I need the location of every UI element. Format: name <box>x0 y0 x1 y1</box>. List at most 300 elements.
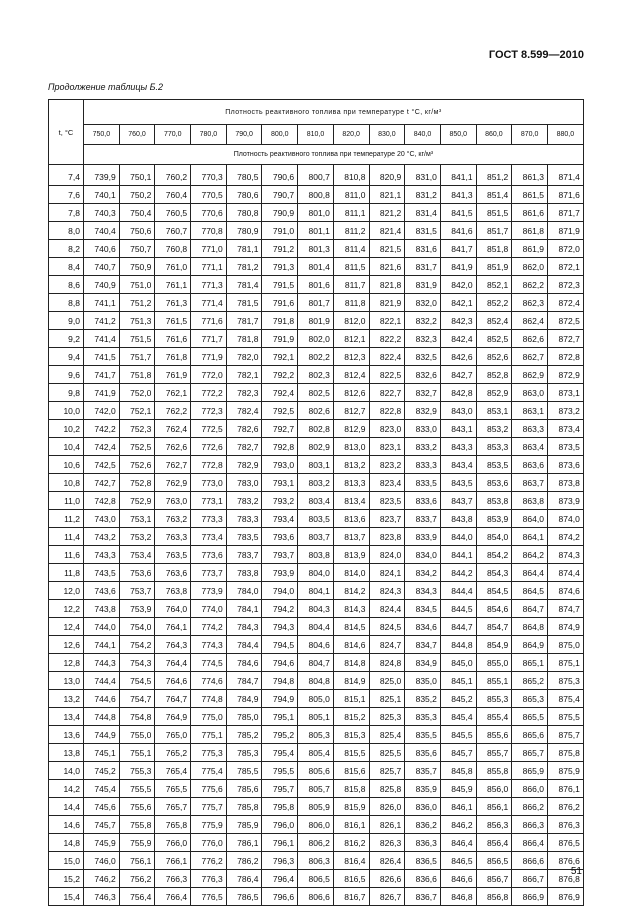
density-cell: 852,6 <box>476 348 512 366</box>
density-cell: 834,9 <box>405 654 441 672</box>
density-cell: 773,9 <box>191 582 227 600</box>
density-cell: 793,9 <box>262 564 298 582</box>
density-cell: 792,2 <box>262 366 298 384</box>
density-cell: 755,3 <box>119 762 155 780</box>
density-cell: 795,4 <box>262 744 298 762</box>
density-cell: 861,3 <box>512 165 548 186</box>
column-header: 760,0 <box>119 125 155 145</box>
density-cell: 862,7 <box>512 348 548 366</box>
density-cell: 836,6 <box>405 870 441 888</box>
density-cell: 784,3 <box>226 618 262 636</box>
temperature-cell: 8,2 <box>49 240 84 258</box>
density-cell: 825,0 <box>369 672 405 690</box>
density-cell: 806,6 <box>298 888 334 906</box>
density-cell: 751,0 <box>119 276 155 294</box>
density-cell: 813,2 <box>333 456 369 474</box>
density-cell: 836,7 <box>405 888 441 906</box>
density-cell: 805,9 <box>298 798 334 816</box>
density-cell: 831,4 <box>405 204 441 222</box>
density-cell: 831,5 <box>405 222 441 240</box>
density-cell: 783,2 <box>226 492 262 510</box>
temperature-cell: 14,2 <box>49 780 84 798</box>
density-cell: 822,5 <box>369 366 405 384</box>
density-cell: 826,0 <box>369 798 405 816</box>
density-cell: 835,6 <box>405 744 441 762</box>
density-cell: 771,9 <box>191 348 227 366</box>
table-row <box>49 582 584 600</box>
density-cell: 764,0 <box>155 600 191 618</box>
density-cell: 812,3 <box>333 348 369 366</box>
density-cell: 831,6 <box>405 240 441 258</box>
density-cell: 753,2 <box>119 528 155 546</box>
density-cell: 754,5 <box>119 672 155 690</box>
density-cell: 781,8 <box>226 330 262 348</box>
density-cell: 823,8 <box>369 528 405 546</box>
density-cell: 824,8 <box>369 654 405 672</box>
density-cell: 841,9 <box>440 258 476 276</box>
density-cell: 874,7 <box>547 600 583 618</box>
density-cell: 762,6 <box>155 438 191 456</box>
density-cell: 754,3 <box>119 654 155 672</box>
density-cell: 835,2 <box>405 690 441 708</box>
density-cell: 824,4 <box>369 600 405 618</box>
density-cell: 814,0 <box>333 564 369 582</box>
density-cell: 832,6 <box>405 366 441 384</box>
density-cell: 863,8 <box>512 492 548 510</box>
table-row <box>49 672 584 690</box>
density-cell: 770,6 <box>191 204 227 222</box>
density-cell: 791,2 <box>262 240 298 258</box>
density-cell: 772,2 <box>191 384 227 402</box>
density-cell: 842,7 <box>440 366 476 384</box>
density-cell: 856,1 <box>476 798 512 816</box>
density-cell: 750,1 <box>119 165 155 186</box>
temperature-cell: 7,4 <box>49 165 84 186</box>
density-cell: 776,2 <box>191 852 227 870</box>
density-cell: 836,2 <box>405 816 441 834</box>
density-cell: 813,7 <box>333 528 369 546</box>
density-cell: 864,2 <box>512 546 548 564</box>
density-cell: 771,6 <box>191 312 227 330</box>
density-cell: 801,4 <box>298 258 334 276</box>
density-cell: 825,5 <box>369 744 405 762</box>
density-cell: 824,0 <box>369 546 405 564</box>
density-cell: 823,5 <box>369 492 405 510</box>
table-row <box>49 744 584 762</box>
density-cell: 780,9 <box>226 222 262 240</box>
density-cell: 833,3 <box>405 456 441 474</box>
density-cell: 742,0 <box>84 402 120 420</box>
column-header: 810,0 <box>298 125 334 145</box>
density-cell: 821,8 <box>369 276 405 294</box>
density-cell: 742,5 <box>84 456 120 474</box>
table-row <box>49 528 584 546</box>
temperature-cell: 10,6 <box>49 456 84 474</box>
density-cell: 832,5 <box>405 348 441 366</box>
density-cell: 791,9 <box>262 330 298 348</box>
density-cell: 843,7 <box>440 492 476 510</box>
density-cell: 872,9 <box>547 366 583 384</box>
density-cell: 822,4 <box>369 348 405 366</box>
density-cell: 876,2 <box>547 798 583 816</box>
density-cell: 866,7 <box>512 870 548 888</box>
temperature-cell: 8,4 <box>49 258 84 276</box>
table-row <box>49 294 584 312</box>
density-cell: 823,2 <box>369 456 405 474</box>
density-cell: 875,0 <box>547 636 583 654</box>
density-cell: 804,8 <box>298 672 334 690</box>
density-cell: 833,5 <box>405 474 441 492</box>
density-cell: 842,4 <box>440 330 476 348</box>
column-header: 850,0 <box>440 125 476 145</box>
density-cell: 753,7 <box>119 582 155 600</box>
density-cell: 781,2 <box>226 258 262 276</box>
density-cell: 751,3 <box>119 312 155 330</box>
density-cell: 804,6 <box>298 636 334 654</box>
top-header: Плотность реактивного топлива при температуре t °C, кг/м³ <box>84 100 584 125</box>
density-cell: 793,4 <box>262 510 298 528</box>
temperature-cell: 10,2 <box>49 420 84 438</box>
density-cell: 774,3 <box>191 636 227 654</box>
density-cell: 803,7 <box>298 528 334 546</box>
density-cell: 744,0 <box>84 618 120 636</box>
density-cell: 876,6 <box>547 852 583 870</box>
density-cell: 793,0 <box>262 456 298 474</box>
density-cell: 771,3 <box>191 276 227 294</box>
density-cell: 865,9 <box>512 762 548 780</box>
density-cell: 815,5 <box>333 744 369 762</box>
density-cell: 752,6 <box>119 456 155 474</box>
density-cell: 774,6 <box>191 672 227 690</box>
temperature-cell: 15,2 <box>49 870 84 888</box>
density-cell: 762,7 <box>155 456 191 474</box>
density-cell: 805,6 <box>298 762 334 780</box>
density-cell: 826,6 <box>369 870 405 888</box>
density-cell: 771,4 <box>191 294 227 312</box>
density-cell: 814,3 <box>333 600 369 618</box>
density-cell: 743,3 <box>84 546 120 564</box>
density-cell: 871,6 <box>547 186 583 204</box>
density-cell: 775,4 <box>191 762 227 780</box>
density-cell: 845,7 <box>440 744 476 762</box>
density-cell: 743,5 <box>84 564 120 582</box>
density-cell: 784,6 <box>226 654 262 672</box>
density-cell: 801,3 <box>298 240 334 258</box>
density-cell: 762,9 <box>155 474 191 492</box>
density-cell: 743,6 <box>84 582 120 600</box>
density-cell: 761,5 <box>155 312 191 330</box>
density-cell: 775,6 <box>191 780 227 798</box>
density-cell: 796,3 <box>262 852 298 870</box>
density-cell: 786,1 <box>226 834 262 852</box>
density-cell: 802,9 <box>298 438 334 456</box>
density-cell: 786,5 <box>226 888 262 906</box>
density-cell: 791,0 <box>262 222 298 240</box>
temperature-cell: 9,4 <box>49 348 84 366</box>
density-cell: 832,7 <box>405 384 441 402</box>
density-cell: 750,4 <box>119 204 155 222</box>
density-cell: 742,2 <box>84 420 120 438</box>
density-cell: 770,5 <box>191 186 227 204</box>
density-cell: 781,4 <box>226 276 262 294</box>
density-cell: 785,0 <box>226 708 262 726</box>
density-cell: 842,3 <box>440 312 476 330</box>
table-row <box>49 870 584 888</box>
temperature-cell: 9,2 <box>49 330 84 348</box>
density-cell: 794,8 <box>262 672 298 690</box>
density-cell: 852,2 <box>476 294 512 312</box>
density-cell: 764,6 <box>155 672 191 690</box>
density-cell: 774,0 <box>191 600 227 618</box>
density-cell: 842,0 <box>440 276 476 294</box>
density-cell: 766,3 <box>155 870 191 888</box>
density-cell: 760,5 <box>155 204 191 222</box>
table-row <box>49 492 584 510</box>
density-cell: 863,3 <box>512 420 548 438</box>
density-cell: 820,9 <box>369 165 405 186</box>
column-header: 870,0 <box>512 125 548 145</box>
table-body <box>49 165 584 906</box>
density-cell: 815,9 <box>333 798 369 816</box>
density-cell: 794,9 <box>262 690 298 708</box>
density-cell: 873,6 <box>547 456 583 474</box>
density-cell: 804,0 <box>298 564 334 582</box>
density-cell: 863,0 <box>512 384 548 402</box>
density-cell: 834,3 <box>405 582 441 600</box>
density-cell: 805,3 <box>298 726 334 744</box>
temperature-cell: 10,8 <box>49 474 84 492</box>
table-row <box>49 834 584 852</box>
density-cell: 856,0 <box>476 780 512 798</box>
density-cell: 745,2 <box>84 762 120 780</box>
table-row <box>49 165 584 186</box>
density-cell: 771,7 <box>191 330 227 348</box>
density-cell: 856,7 <box>476 870 512 888</box>
density-cell: 791,5 <box>262 276 298 294</box>
temperature-cell: 14,8 <box>49 834 84 852</box>
density-cell: 821,1 <box>369 186 405 204</box>
page-number: 51 <box>570 866 582 877</box>
density-cell: 805,7 <box>298 780 334 798</box>
density-cell: 786,4 <box>226 870 262 888</box>
density-cell: 853,6 <box>476 474 512 492</box>
density-cell: 836,3 <box>405 834 441 852</box>
density-cell: 832,2 <box>405 312 441 330</box>
density-cell: 821,5 <box>369 240 405 258</box>
density-cell: 772,3 <box>191 402 227 420</box>
density-cell: 753,4 <box>119 546 155 564</box>
density-cell: 745,7 <box>84 816 120 834</box>
density-cell: 826,3 <box>369 834 405 852</box>
density-cell: 751,7 <box>119 348 155 366</box>
density-cell: 805,4 <box>298 744 334 762</box>
density-cell: 876,8 <box>547 870 583 888</box>
temperature-cell: 12,2 <box>49 600 84 618</box>
column-header: 820,0 <box>333 125 369 145</box>
density-cell: 871,4 <box>547 165 583 186</box>
density-cell: 792,8 <box>262 438 298 456</box>
temperature-cell: 13,6 <box>49 726 84 744</box>
density-cell: 791,3 <box>262 258 298 276</box>
density-cell: 846,4 <box>440 834 476 852</box>
density-cell: 800,8 <box>298 186 334 204</box>
density-cell: 862,9 <box>512 366 548 384</box>
temperature-cell: 11,0 <box>49 492 84 510</box>
density-cell: 802,6 <box>298 402 334 420</box>
density-cell: 844,7 <box>440 618 476 636</box>
temperature-cell: 9,8 <box>49 384 84 402</box>
density-cell: 852,5 <box>476 330 512 348</box>
density-cell: 761,3 <box>155 294 191 312</box>
density-cell: 773,0 <box>191 474 227 492</box>
table-row <box>49 762 584 780</box>
density-cell: 822,2 <box>369 330 405 348</box>
table-row <box>49 474 584 492</box>
density-cell: 873,9 <box>547 492 583 510</box>
density-cell: 853,5 <box>476 456 512 474</box>
density-cell: 750,7 <box>119 240 155 258</box>
density-cell: 811,7 <box>333 276 369 294</box>
table-row <box>49 888 584 906</box>
temperature-cell: 8,0 <box>49 222 84 240</box>
density-cell: 766,4 <box>155 888 191 906</box>
density-cell: 876,1 <box>547 780 583 798</box>
density-cell: 851,4 <box>476 186 512 204</box>
density-cell: 875,8 <box>547 744 583 762</box>
density-cell: 763,5 <box>155 546 191 564</box>
density-cell: 874,4 <box>547 564 583 582</box>
density-cell: 806,0 <box>298 816 334 834</box>
density-cell: 812,7 <box>333 402 369 420</box>
density-cell: 783,3 <box>226 510 262 528</box>
density-cell: 825,7 <box>369 762 405 780</box>
column-header: 840,0 <box>405 125 441 145</box>
density-cell: 813,6 <box>333 510 369 528</box>
column-header: 790,0 <box>226 125 262 145</box>
density-cell: 804,4 <box>298 618 334 636</box>
density-cell: 804,1 <box>298 582 334 600</box>
density-cell: 765,5 <box>155 780 191 798</box>
density-cell: 804,3 <box>298 600 334 618</box>
density-cell: 762,2 <box>155 402 191 420</box>
density-cell: 835,5 <box>405 726 441 744</box>
density-cell: 760,7 <box>155 222 191 240</box>
density-cell: 854,6 <box>476 600 512 618</box>
density-cell: 864,7 <box>512 600 548 618</box>
density-cell: 845,4 <box>440 708 476 726</box>
density-cell: 823,4 <box>369 474 405 492</box>
density-cell: 742,4 <box>84 438 120 456</box>
density-cell: 741,7 <box>84 366 120 384</box>
density-cell: 863,7 <box>512 474 548 492</box>
density-cell: 865,7 <box>512 744 548 762</box>
density-cell: 785,3 <box>226 744 262 762</box>
density-cell: 761,8 <box>155 348 191 366</box>
density-cell: 763,0 <box>155 492 191 510</box>
density-cell: 834,5 <box>405 600 441 618</box>
density-cell: 805,0 <box>298 690 334 708</box>
density-cell: 862,0 <box>512 258 548 276</box>
density-cell: 875,9 <box>547 762 583 780</box>
density-cell: 814,2 <box>333 582 369 600</box>
density-cell: 802,0 <box>298 330 334 348</box>
density-cell: 740,7 <box>84 258 120 276</box>
density-cell: 832,3 <box>405 330 441 348</box>
density-cell: 752,9 <box>119 492 155 510</box>
density-cell: 874,0 <box>547 510 583 528</box>
density-cell: 744,9 <box>84 726 120 744</box>
density-cell: 794,5 <box>262 636 298 654</box>
density-cell: 843,5 <box>440 474 476 492</box>
density-cell: 804,7 <box>298 654 334 672</box>
density-cell: 754,2 <box>119 636 155 654</box>
density-cell: 786,2 <box>226 852 262 870</box>
table-row <box>49 564 584 582</box>
density-cell: 876,9 <box>547 888 583 906</box>
density-cell: 872,8 <box>547 348 583 366</box>
density-cell: 836,0 <box>405 798 441 816</box>
density-cell: 746,3 <box>84 888 120 906</box>
density-cell: 803,8 <box>298 546 334 564</box>
density-cell: 774,2 <box>191 618 227 636</box>
temperature-cell: 9,0 <box>49 312 84 330</box>
table-row <box>49 726 584 744</box>
density-cell: 741,1 <box>84 294 120 312</box>
density-cell: 843,1 <box>440 420 476 438</box>
density-cell: 773,6 <box>191 546 227 564</box>
density-cell: 853,8 <box>476 492 512 510</box>
density-cell: 825,8 <box>369 780 405 798</box>
density-cell: 802,5 <box>298 384 334 402</box>
density-cell: 842,6 <box>440 348 476 366</box>
density-cell: 785,8 <box>226 798 262 816</box>
document-code: ГОСТ 8.599—2010 <box>488 49 584 61</box>
density-cell: 801,7 <box>298 294 334 312</box>
density-cell: 821,9 <box>369 294 405 312</box>
density-cell: 863,4 <box>512 438 548 456</box>
density-cell: 815,2 <box>333 708 369 726</box>
density-cell: 832,9 <box>405 402 441 420</box>
density-cell: 773,1 <box>191 492 227 510</box>
density-cell: 752,5 <box>119 438 155 456</box>
density-cell: 862,6 <box>512 330 548 348</box>
density-cell: 844,2 <box>440 564 476 582</box>
density-cell: 795,7 <box>262 780 298 798</box>
table-row <box>49 384 584 402</box>
density-cell: 866,6 <box>512 852 548 870</box>
density-cell: 755,8 <box>119 816 155 834</box>
density-cell: 792,5 <box>262 402 298 420</box>
density-cell: 761,6 <box>155 330 191 348</box>
density-cell: 861,6 <box>512 204 548 222</box>
density-cell: 760,4 <box>155 186 191 204</box>
density-cell: 853,1 <box>476 402 512 420</box>
table-row <box>49 312 584 330</box>
density-cell: 824,3 <box>369 582 405 600</box>
density-cell: 784,9 <box>226 690 262 708</box>
temperature-cell: 10,0 <box>49 402 84 420</box>
density-cell: 782,7 <box>226 438 262 456</box>
temperature-cell: 13,2 <box>49 690 84 708</box>
density-cell: 866,0 <box>512 780 548 798</box>
density-cell: 861,9 <box>512 240 548 258</box>
density-cell: 844,5 <box>440 600 476 618</box>
density-cell: 815,1 <box>333 690 369 708</box>
density-cell: 793,7 <box>262 546 298 564</box>
density-cell: 841,7 <box>440 240 476 258</box>
density-cell: 823,1 <box>369 438 405 456</box>
density-cell: 865,2 <box>512 672 548 690</box>
